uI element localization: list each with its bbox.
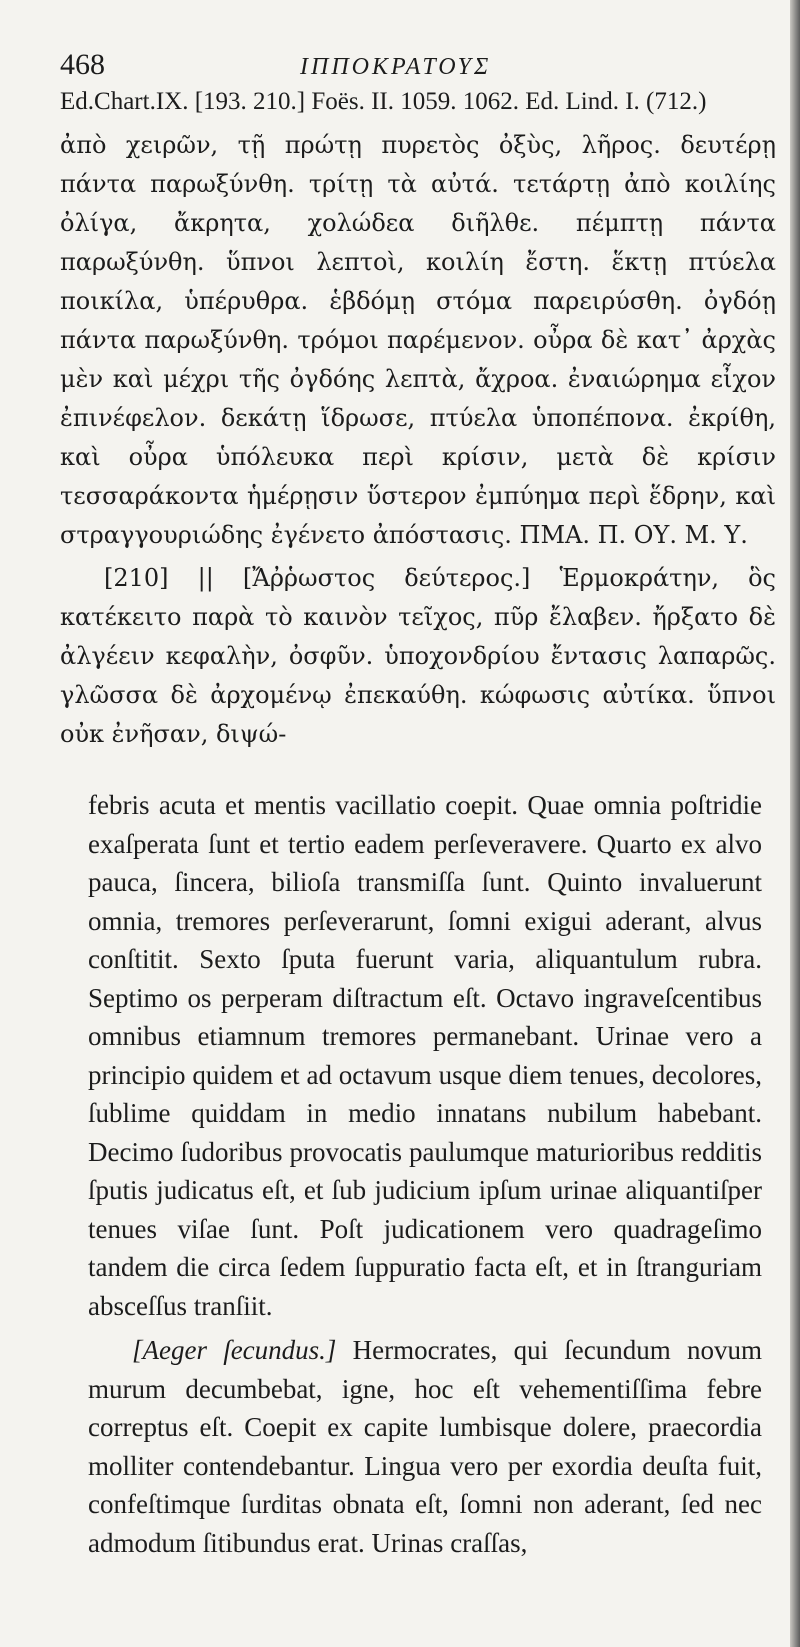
latin-section-label: [Aeger ſecundus.] bbox=[132, 1335, 337, 1365]
edition-references: Ed.Chart.IX. [193. 210.] Foës. II. 1059. 1062. Ed. Lind. I. (712.) bbox=[60, 88, 707, 115]
greek-paragraph-2-text: Ἑρμοκράτην, ὃς κατέκειτο παρὰ τὸ καινὸν τεῖχος, πῦρ ἔλαβεν. ἤρξατο δὲ ἀλγέειν κεφαλὴν, ὀσφῦν. ὑποχονδρίου ἔντασις λαπαρῶς. γλῶσσα δὲ ἀρχομένῳ ἐπεκαύθη. κώφωσις αὐτίκα. ὕπνοι οὐκ ἐνῆσαν, διψώ- bbox=[60, 564, 776, 748]
page-number: 468 bbox=[60, 48, 105, 81]
latin-paragraph-1: febris acuta et mentis vacillatio coepit. Quae omnia poſtridie exaſperata ſunt et tertio eadem perſeveravere. Quarto ex alvo pauca, ſincera, bilioſa transmiſſa ſunt. Quinto invaluerunt omnia, tremores perſeverarunt, ſomni exigui aderant, alvus conſtitit. Sexto ſputa fuerunt varia, aliquantulum rubra. Septimo os perperam diſtractum eſt. Octavo ingraveſcentibus omnibus etiamnum tremores permanebant. Urinae vero a principio quidem et ad octavum usque diem tenues, decolores, ſublime quiddam in medio innatans nubilum habebant. Decimo ſudoribus provocatis paulumque maturioribus redditis ſputis judicatus eſt, et ſub judicium ipſum urinae aliquantiſper tenues viſae ſunt. Poſt judicationem vero quadrageſimo tandem die circa ſedem ſuppuratio facta eſt, et in ſtranguriam absceſſus tranſiit. bbox=[88, 790, 762, 1321]
greek-paragraph-2 bbox=[60, 559, 776, 754]
book-binding-shadow bbox=[790, 0, 800, 1647]
latin-text bbox=[88, 786, 762, 1562]
latin-paragraph-2 bbox=[88, 1331, 762, 1562]
running-title: ΙΠΠΟΚΡΑΤΟΥΣ bbox=[300, 54, 492, 80]
greek-text bbox=[60, 126, 776, 754]
latin-paragraph-2-text: Hermocrates, qui ſecundum novum murum decumbebat, igne, hoc eſt vehementiſſima febre correptus eſt. Coepit ex capite lumbisque dolere, praecordia molliter contendebantur. Lingua vero per exordia deuſta fuit, confeſtimque ſurditas obnata eſt, ſomni non aderant, ſed nec admodum ſitibundus erat. Urinas craſſas, bbox=[88, 1335, 762, 1558]
greek-section-marker: [210] || [Ἄῤῥωστος δεύτερος.] bbox=[104, 564, 531, 592]
page-header bbox=[60, 40, 776, 84]
greek-paragraph-1: ἀπὸ χειρῶν, τῇ πρώτῃ πυρετὸς ὀξὺς, λῆρος. δευτέρῃ πάντα παρωξύνθη. τρίτῃ τὰ αὐτά. τετάρτῃ ἀπὸ κοιλίης ὀλίγα, ἄκρητα, χολώδεα διῆλθε. πέμπτῃ πάντα παρωξύνθη. ὕπνοι λεπτοὶ, κοιλίη ἔστη. ἕκτῃ πτύελα ποικίλα, ὑπέρυθρα. ἑβδόμῃ στόμα παρειρύσθη. ὀγδόῃ πάντα παρωξύνθη. τρόμοι παρέμενον. οὖρα δὲ κατ᾽ ἀρχὰς μὲν καὶ μέχρι τῆς ὀγδόης λεπτὰ, ἄχροα. ἐναιώρημα εἶχον ἐπινέφελον. δεκάτῃ ἵδρωσε, πτύελα ὑποπέπονα. ἐκρίθη, καὶ οὖρα ὑπόλευκα περὶ κρίσιν, μετὰ δὲ κρίσιν τεσσαράκοντα ἡμέρῃσιν ὕστερον ἐμπύημα περὶ ἕδρην, καὶ στραγγουριώδης ἐγένετο ἀπόστασις. ΠΜΑ. Π. ΟΥ. Μ. Υ. bbox=[60, 131, 776, 549]
